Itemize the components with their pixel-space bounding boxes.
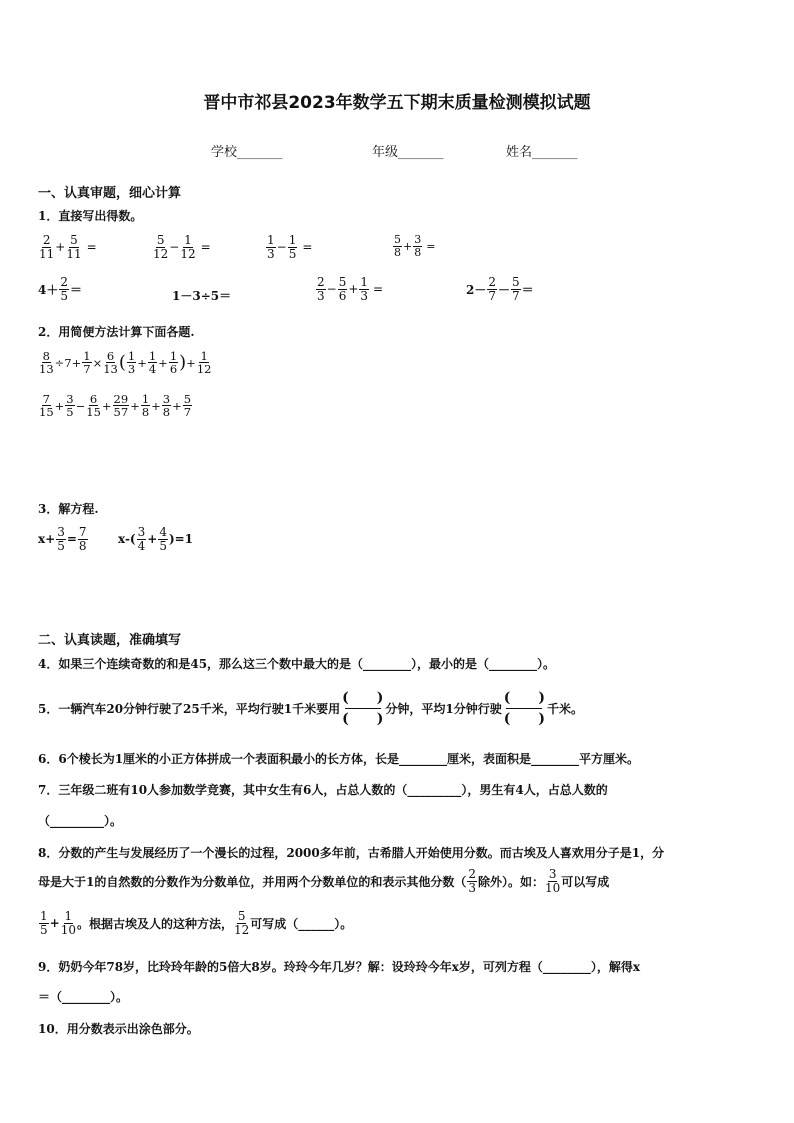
q8-text-line2: 母是大于1的自然数的分数作为分数单位，并用两个分数单位的和表示其他分数（ $\frac{2}{3}$ 除外）。如： $\frac{3}{10}$ 可以写成 bbox=[38, 867, 610, 895]
q1-expr-f: 1－3÷5＝ bbox=[172, 289, 232, 303]
fraction: $\frac{2}{7}$ bbox=[488, 275, 496, 303]
fraction: $\frac{5}{12}$ bbox=[234, 909, 250, 937]
section-1-heading: 一、认真审题，细心计算 bbox=[38, 186, 182, 201]
q2-expr-2: $\frac{7}{15}$ + $\frac{3}{5}$ − $\frac{6}{15}$ + $\frac{29}{57}$ + $\frac{1}{8}$ + $\frac{3}{8}$ + $\frac{5}{7}$ bbox=[39, 392, 192, 420]
q7-text-line2: （_________）。 bbox=[38, 814, 123, 828]
page-title: 晋中市祁县2023年数学五下期末质量检测模拟试题 bbox=[203, 93, 591, 113]
fraction: $\frac{3}{5}$ bbox=[57, 525, 65, 553]
fraction: $\frac{3}{4}$ bbox=[137, 525, 146, 553]
fraction: $\frac{1}{4}$ bbox=[148, 349, 157, 377]
q1-expr-e: 4＋ $\frac{2}{5}$ ＝ bbox=[38, 275, 83, 303]
fraction: $\frac{8}{13}$ bbox=[39, 349, 54, 377]
q1-expr-d: $\frac{5}{8}$ + $\frac{3}{8}$ = bbox=[394, 233, 436, 259]
fraction: $\frac{1}{10}$ bbox=[60, 909, 76, 937]
fraction: $\frac{5}{6}$ bbox=[338, 275, 347, 303]
fraction: $\frac{2}{3}$ bbox=[317, 275, 325, 303]
fraction: $\frac{3}{5}$ bbox=[66, 392, 74, 420]
fraction: $\frac{7}{15}$ bbox=[39, 392, 54, 420]
fraction: $\frac{1}{6}$ bbox=[169, 349, 178, 377]
grade-field bbox=[372, 141, 444, 160]
fraction: $\frac{1}{7}$ bbox=[83, 349, 91, 377]
q9-text-line1: 9．奶奶今年78岁，比玲玲年龄的5倍大8岁。玲玲今年几岁？解：设玲玲今年x岁，可列方程（________），解得x bbox=[38, 960, 641, 974]
fraction: $\frac{1}{12}$ bbox=[196, 349, 212, 377]
fraction: $\frac{1}{5}$ bbox=[40, 909, 48, 937]
school-label: 学校 bbox=[211, 145, 238, 160]
q1-expr-b: $\frac{5}{12}$ − $\frac{1}{12}$ = bbox=[153, 233, 211, 261]
fraction: $\frac{1}{3}$ bbox=[267, 233, 275, 261]
q1-expr-h: 2－ $\frac{2}{7}$ － $\frac{5}{7}$ ＝ bbox=[466, 275, 534, 303]
fraction: $\frac{4}{5}$ bbox=[159, 525, 167, 553]
fraction: $\frac{29}{57}$ bbox=[113, 392, 129, 420]
q1-label: 1．直接写出得数。 bbox=[38, 209, 143, 223]
name-blank: _______ bbox=[532, 145, 578, 160]
name-field bbox=[506, 141, 578, 160]
fraction: $\frac{5}{7}$ bbox=[512, 275, 520, 303]
q2-label: 2．用简便方法计算下面各题. bbox=[38, 325, 195, 339]
q5-text: 5．一辆汽车20分钟行驶了25千米，平均行驶1千米要用 ( ) ( ) 分钟，平均1分钟行驶 ( ) ( ) 千米。 bbox=[38, 690, 583, 727]
fraction: $\frac{2}{5}$ bbox=[60, 275, 68, 303]
fraction: $\frac{2}{11}$ bbox=[39, 233, 55, 261]
fraction: $\frac{6}{13}$ bbox=[103, 349, 118, 377]
fraction: $\frac{5}{7}$ bbox=[183, 392, 192, 420]
q1-expr-c: $\frac{1}{3}$ − $\frac{1}{5}$ = bbox=[267, 233, 313, 261]
fraction: $\frac{6}{15}$ bbox=[86, 392, 101, 420]
fraction: $\frac{1}{3}$ bbox=[360, 275, 369, 303]
q4-text: 4．如果三个连续奇数的和是45，那么这三个数中最大的是（________），最小的是（________）。 bbox=[38, 657, 556, 671]
fraction: $\frac{5}{12}$ bbox=[153, 233, 169, 261]
q8-text-line1: 8．分数的产生与发展经历了一个漫长的过程，2000多年前，古希腊人开始使用分数。而古埃及人喜欢用分子是1，分 bbox=[38, 846, 665, 860]
q2-expr-1: $\frac{8}{13}$ ÷7+ $\frac{1}{7}$ × $\frac{6}{13}$ ( $\frac{1}{3}$ + $\frac{1}{4}$ + $\frac{1}{6}$ ) + $\frac{1}{12}$ bbox=[39, 349, 212, 377]
q1-expr-g: $\frac{2}{3}$ − $\frac{5}{6}$ + $\frac{1}{3}$ = bbox=[317, 275, 384, 303]
fraction: $\frac{1}{3}$ bbox=[127, 349, 136, 377]
grade-blank: _______ bbox=[398, 145, 444, 160]
answer-fraction-blank[interactable]: ( ) ( ) bbox=[342, 690, 384, 727]
fraction: $\frac{1}{5}$ bbox=[288, 233, 297, 261]
fraction: $\frac{1}{8}$ bbox=[141, 392, 150, 420]
section-2-heading: 二、认真读题，准确填写 bbox=[38, 633, 182, 648]
school-field bbox=[211, 141, 283, 160]
q8-text-line3: $\frac{1}{5}$ + $\frac{1}{10}$ 。根据古埃及人的这种方法， $\frac{5}{12}$ 可写成（______）。 bbox=[40, 909, 353, 937]
q9-text-line2: ＝（________）。 bbox=[38, 990, 129, 1004]
fraction: $\frac{7}{8}$ bbox=[78, 525, 87, 553]
q6-text: 6．6个棱长为1厘米的小正方体拼成一个表面积最小的长方体，长是________厘米，表面积是________平方厘米。 bbox=[38, 752, 640, 766]
name-label: 姓名 bbox=[506, 145, 533, 160]
q3-label: 3．解方程. bbox=[38, 502, 99, 516]
answer-fraction-blank[interactable]: ( ) ( ) bbox=[503, 690, 545, 727]
q1-expr-a: $\frac{2}{11}$ + $\frac{5}{11}$ = bbox=[39, 233, 97, 261]
fraction: $\frac{5}{11}$ bbox=[66, 233, 82, 261]
grade-label: 年级 bbox=[372, 145, 399, 160]
fraction: $\frac{1}{12}$ bbox=[180, 233, 196, 261]
fraction: $\frac{2}{3}$ bbox=[468, 867, 476, 895]
school-blank: _______ bbox=[237, 145, 283, 160]
q3-equation-1: x+ $\frac{3}{5}$ = $\frac{7}{8}$ bbox=[38, 525, 87, 553]
q3-equation-2: x-( $\frac{3}{4}$ + $\frac{4}{5}$ )=1 bbox=[118, 525, 194, 553]
fraction: $\frac{3}{10}$ bbox=[545, 867, 561, 895]
fraction: $\frac{5}{8}$ bbox=[394, 233, 401, 259]
q10-text: 10．用分数表示出涂色部分。 bbox=[38, 1022, 199, 1036]
fraction: $\frac{3}{8}$ bbox=[162, 392, 171, 420]
fraction: $\frac{3}{8}$ bbox=[414, 233, 422, 259]
q7-text-line1: 7．三年级二班有10人参加数学竞赛，其中女生有6人，占总人数的（_________），男生有4人，占总人数的 bbox=[38, 783, 608, 797]
